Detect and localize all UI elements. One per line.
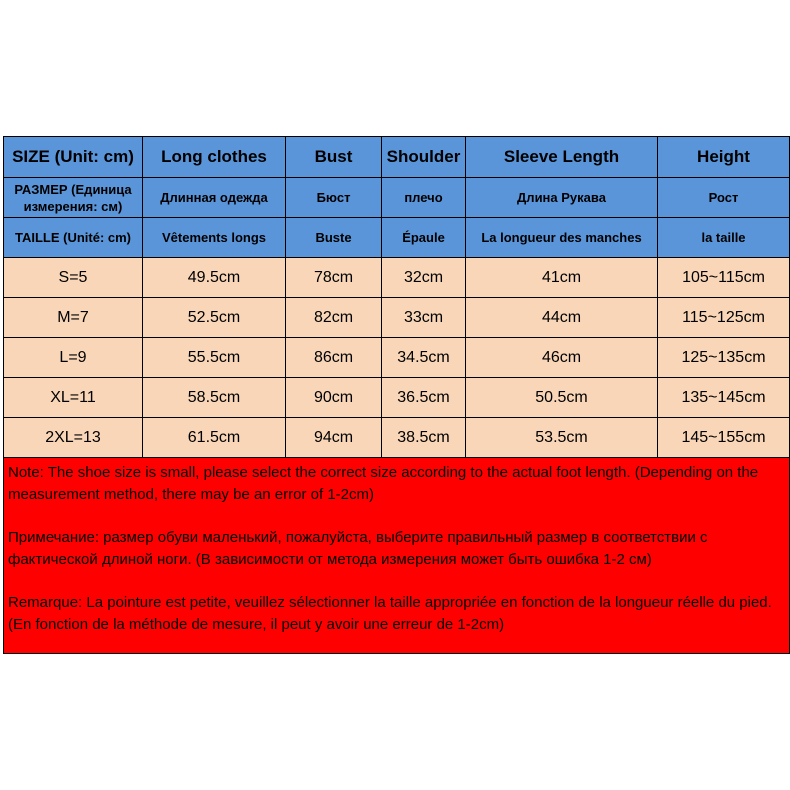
shoulder-cell: 33cm	[382, 298, 466, 338]
bust-cell: 78cm	[286, 258, 382, 298]
height-cell: 105~115cm	[658, 258, 790, 298]
bust-cell: 86cm	[286, 338, 382, 378]
note-russian: Примечание: размер обуви маленький, пожалуйста, выберите правильный размер в соответствии с фактической длиной ноги. (В зависимости от метода измерения может быть ошибка 1-2 см)	[8, 529, 708, 568]
header-shoulder: Shoulder	[382, 137, 466, 178]
size-row	[4, 298, 790, 338]
size-cell: S=5	[4, 258, 143, 298]
shoulder-cell: 36.5cm	[382, 378, 466, 418]
sleeve-length-cell: 41cm	[466, 258, 658, 298]
height-cell: 135~145cm	[658, 378, 790, 418]
long-clothes-cell: 55.5cm	[143, 338, 286, 378]
size-cell: 2XL=13	[4, 418, 143, 458]
height-cell: 125~135cm	[658, 338, 790, 378]
shoulder-cell: 34.5cm	[382, 338, 466, 378]
size-row	[4, 258, 790, 298]
size-row	[4, 378, 790, 418]
header-size: SIZE (Unit: cm)	[4, 137, 143, 178]
header-long-clothes: Long clothes	[143, 137, 286, 178]
header-shoulder-fr: Épaule	[382, 218, 466, 258]
header-bust: Bust	[286, 137, 382, 178]
sleeve-length-cell: 46cm	[466, 338, 658, 378]
header-shoulder-ru: плечо	[382, 178, 466, 218]
header-height: Height	[658, 137, 790, 178]
header-sleeve-length-ru: Длина Рукава	[466, 178, 658, 218]
size-row	[4, 418, 790, 458]
header-long-clothes-ru: Длинная одежда	[143, 178, 286, 218]
size-chart-table	[3, 136, 790, 654]
size-cell: M=7	[4, 298, 143, 338]
note-row	[4, 458, 790, 654]
long-clothes-cell: 52.5cm	[143, 298, 286, 338]
header-row-french	[4, 218, 790, 258]
sleeve-length-cell: 50.5cm	[466, 378, 658, 418]
header-size-ru: РАЗМЕР (Единица измерения: см)	[4, 178, 143, 218]
size-cell: XL=11	[4, 378, 143, 418]
note-french: Remarque: La pointure est petite, veuillez sélectionner la taille appropriée en fonction de la longueur réelle du pied. (En fonction de la méthode de mesure, il peut y avoir une erreur de 1-2cm)	[8, 594, 772, 633]
header-size-fr: TAILLE (Unité: cm)	[4, 218, 143, 258]
size-row	[4, 338, 790, 378]
note-panel	[4, 458, 790, 654]
header-long-clothes-fr: Vêtements longs	[143, 218, 286, 258]
height-cell: 145~155cm	[658, 418, 790, 458]
note-english: Note: The shoe size is small, please select the correct size according to the actual foot length. (Depending on the measurement method, there may be an error of 1-2cm)	[8, 464, 759, 503]
header-bust-ru: Бюст	[286, 178, 382, 218]
long-clothes-cell: 49.5cm	[143, 258, 286, 298]
shoulder-cell: 32cm	[382, 258, 466, 298]
size-cell: L=9	[4, 338, 143, 378]
long-clothes-cell: 61.5cm	[143, 418, 286, 458]
sleeve-length-cell: 53.5cm	[466, 418, 658, 458]
sleeve-length-cell: 44cm	[466, 298, 658, 338]
bust-cell: 90cm	[286, 378, 382, 418]
header-row-russian	[4, 178, 790, 218]
header-sleeve-length-fr: La longueur des manches	[466, 218, 658, 258]
header-height-ru: Рост	[658, 178, 790, 218]
header-row-english	[4, 137, 790, 178]
header-bust-fr: Buste	[286, 218, 382, 258]
bust-cell: 82cm	[286, 298, 382, 338]
bust-cell: 94cm	[286, 418, 382, 458]
header-sleeve-length: Sleeve Length	[466, 137, 658, 178]
header-height-fr: la taille	[658, 218, 790, 258]
shoulder-cell: 38.5cm	[382, 418, 466, 458]
height-cell: 115~125cm	[658, 298, 790, 338]
long-clothes-cell: 58.5cm	[143, 378, 286, 418]
